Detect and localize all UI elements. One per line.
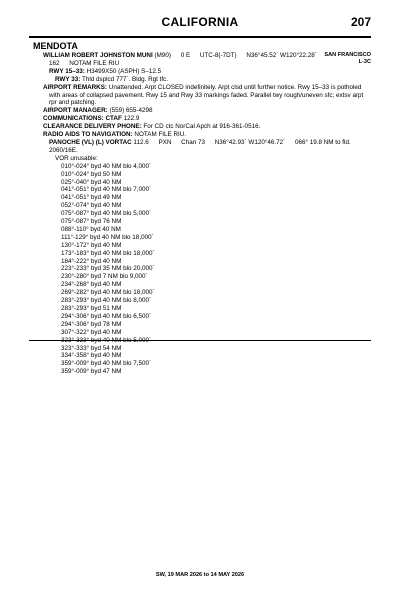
vortac-ident: PXN xyxy=(158,138,172,146)
comm-label: COMMUNICATIONS: CTAF xyxy=(43,115,122,123)
vortac-channel: Chan 73 xyxy=(181,138,205,146)
radio-aids-label: RADIO AIDS TO NAVIGATION: xyxy=(43,131,133,139)
vor-restriction-item: 223°-233° byd 35 NM blo 20,000´ xyxy=(61,265,155,273)
airport-dist: 0 E xyxy=(180,52,191,59)
vor-restriction-item: 323°-333° byd 54 NM xyxy=(61,344,122,352)
vor-restriction-item: 041°-051° byd 49 NM xyxy=(61,194,122,202)
city-name: MENDOTA xyxy=(33,41,78,51)
runway-line xyxy=(33,68,371,76)
vor-restriction-item: 359°-009° byd 47 NM xyxy=(61,368,122,376)
airport-notam: NOTAM FILE RIU xyxy=(69,59,120,67)
ctaf-frequency: 122.9 xyxy=(123,115,140,123)
runway-label: RWY 15–33: xyxy=(49,67,85,75)
vor-restriction-item: 025°-040° byd 40 NM xyxy=(61,178,122,186)
vor-restriction-item: 283°-293° byd 51 NM xyxy=(61,305,122,312)
vor-restriction-item: 294°-306° byd 78 NM xyxy=(61,320,122,328)
vor-restriction-item: 130°-172° byd 40 NM xyxy=(61,241,122,249)
vor-restriction-item: 010°-024° byd 40 NM blo 4,000´ xyxy=(61,162,152,170)
airport-manager xyxy=(33,107,371,115)
airport-line xyxy=(33,52,371,68)
vor-restriction-item: 269°-282° byd 40 NM blo 18,000´ xyxy=(61,289,155,297)
airport-coords: N36°45.52´ W120°22.28´ xyxy=(246,52,317,59)
vor-restriction-item: 075°-087° byd 40 NM blo 5,000´ xyxy=(61,210,152,218)
vor-restriction-item: 283°-293° byd 40 NM blo 8,000´ xyxy=(61,297,152,305)
header-rule xyxy=(29,36,371,38)
vor-restriction-item: 230°-280° byd 7 NM blo 9,000´ xyxy=(61,273,148,281)
airport-remarks xyxy=(33,84,371,108)
radio-aids-text: NOTAM FILE RIU. xyxy=(134,131,187,139)
vor-restriction-item: 075°-087° byd 76 NM xyxy=(61,218,122,226)
airport-name: WILLIAM ROBERT JOHNSTON MUNI xyxy=(43,52,153,59)
remarks-text: Unattended. Arpt CLOSED indefinitely. Arpt clsd until further notice. Rwy 15–33 is potholed with areas of collapsed pavement. Rwy 15 and Rwy 33 markings faded. Parallel twy rough/uneven sfc; extsv arpt rpr and patching. xyxy=(49,83,364,107)
chart-name: SAN FRANCISCO xyxy=(324,52,371,58)
vor-restriction-item: 307°-322° byd 40 NM xyxy=(61,328,122,336)
vor-restriction-item: 359°-009° byd 40 NM blo 7,500´ xyxy=(61,360,152,368)
vortac-line xyxy=(33,139,371,155)
vor-restriction-item: 234°-268° byd 40 NM xyxy=(61,281,122,289)
vor-restriction-item: 041°-051° byd 40 NM blo 7,000´ xyxy=(61,186,152,194)
runway-end-label: RWY 33: xyxy=(55,75,81,83)
clearance-label: CLEARANCE DELIVERY PHONE: xyxy=(43,123,142,131)
airport-id: (M90) xyxy=(154,52,171,59)
vor-restriction-item: 111°-129° byd 40 NM blo 18,000´ xyxy=(61,233,154,241)
manager-phone: (559) 655-4298 xyxy=(109,107,153,115)
airport-elev-line xyxy=(33,60,371,68)
vortac-bearing: 066° 19.8 NM to fld. 2060/16E. xyxy=(49,138,351,154)
runway-text: H3499X50 (ASPH) S–12.5 xyxy=(86,67,162,75)
page-number: 207 xyxy=(350,15,371,29)
airport-elevation: 162 xyxy=(49,59,60,67)
entry-end-rule xyxy=(29,340,371,341)
chart-reference xyxy=(324,52,371,66)
vor-restriction-item: 052°-074° byd 40 NM xyxy=(61,202,122,210)
vortac-coords: N36°42.93´ W120°46.72´ xyxy=(214,138,286,146)
runway-end-line xyxy=(33,76,371,84)
vor-restriction-item: 010°-024° byd 50 NM xyxy=(61,170,122,178)
chart-code: L-3C xyxy=(358,59,371,65)
vor-restriction-item: 088°-110° byd 40 NM xyxy=(61,225,121,233)
state-title: CALIFORNIA xyxy=(161,15,239,29)
clearance-text: For CD ctc NorCal Apch at 916-361-0516. xyxy=(143,123,261,131)
runway-end-text: Thld dsplcd 777´. Bldg. Rgt tfc. xyxy=(81,75,169,83)
effective-dates: SW, 19 MAR 2026 to 14 MAY 2026 xyxy=(155,572,245,578)
airport-header xyxy=(33,52,371,60)
manager-label: AIRPORT MANAGER: xyxy=(43,107,108,115)
airport-utc: UTC-8(-7DT) xyxy=(199,52,237,59)
clearance-delivery xyxy=(33,123,371,131)
vor-restriction-list xyxy=(33,163,371,376)
vortac-frequency: 112.6 xyxy=(133,138,149,146)
vor-restriction-item: 173°-183° byd 40 NM blo 18,000´ xyxy=(61,249,155,257)
vor-restriction-item: 334°-358° byd 40 NM xyxy=(61,352,122,360)
remarks-label: AIRPORT REMARKS: xyxy=(43,83,108,91)
page-header xyxy=(0,15,400,35)
communications xyxy=(33,115,371,123)
radio-aids xyxy=(33,131,371,139)
vor-restriction-item: 294°-306° byd 40 NM blo 6,500´ xyxy=(61,312,152,320)
vor-unusable-label: VOR unusable: xyxy=(55,154,98,162)
vor-restriction-item: 184°-222° byd 40 NM xyxy=(61,257,122,265)
vortac-name: PANOCHE (VL) (L) VORTAC xyxy=(49,138,132,146)
airport-entry xyxy=(33,41,371,376)
